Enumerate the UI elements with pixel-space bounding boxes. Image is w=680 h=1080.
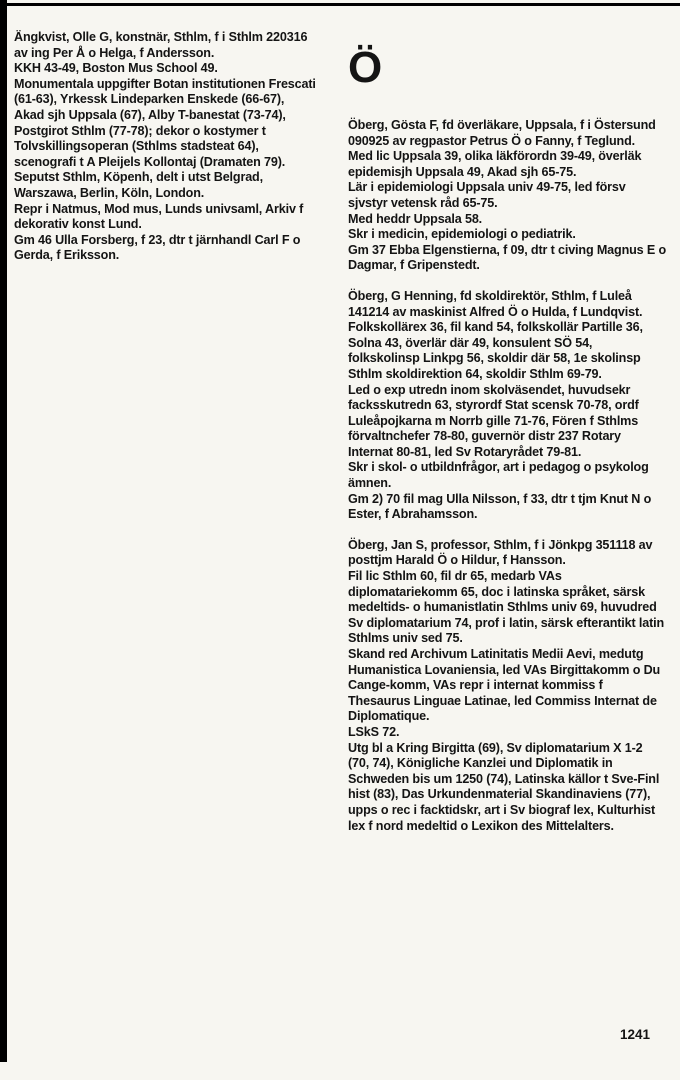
page-number: 1241 — [619, 1027, 650, 1042]
entry-intro-paragraph — [348, 538, 666, 569]
right-column — [348, 30, 666, 849]
entry-intro-rest: S, professor, Sthlm, f i Jönkpg 351118 av posttjm Harald Ö o Hildur, f Hansson. — [348, 537, 653, 568]
entry-paragraph: Monumentala uppgifter Botan institutionen Frescati (61-63), Yrkessk Lindeparken Enskede (66-67), Akad sjh Uppsala (67), Alby T-banestat (73-74), Postgirot Sthlm (77-78); dekor o kostymer t Tolvskillingsoperan (Sthlms stadsteat 64), scenografi t A Pleijels Kollontaj (Dramaten 79). — [14, 76, 316, 169]
entry-intro-rest: G, konstnär, Sthlm, f i Sthlm 220316 av ing Per Å o Helga, f Andersson. — [14, 30, 308, 60]
scan-edge-top — [0, 3, 680, 6]
entry-oberg-g-henning — [348, 289, 666, 523]
entry-intro-rest: F, fd överläkare, Uppsala, f i Östersund 090925 av regpastor Petrus Ö o Fanny, f Teglund. — [348, 118, 656, 148]
entry-intro-rest: , fd skoldirektör, Sthlm, f Luleå 141214 av maskinist Alfred Ö o Hulda, f Lundqvist. — [348, 288, 643, 319]
entry-paragraph: Skand red Archivum Latinitatis Medii Aevi, medutg Humanistica Lovaniensia, led VAs Birgittakomm o Du Cange-komm, VAs repr i internat kommiss f Thesaurus Linguae Latinae, led Commiss Internat de Diplomatique. — [348, 647, 661, 724]
entry-name: Ängkvist, Olle — [14, 30, 96, 44]
entry-paragraph: Gm 2) 70 fil mag Ulla Nilsson, f 33, dtr t tjm Knut N o Ester, f Abrahamsson. — [348, 491, 652, 522]
entry-oberg-jan — [348, 538, 666, 834]
entry-paragraph: Gm 46 Ulla Forsberg, f 23, dtr t järnhandl Carl F o Gerda, f Eriksson. — [14, 232, 301, 263]
entry-paragraph: KKH 43-49, Boston Mus School 49. — [14, 61, 218, 76]
entry-paragraph: Gm 37 Ebba Elgenstierna, f 09, dtr t civing Magnus E o Dagmar, f Gripenstedt. — [348, 242, 667, 273]
entry-name: Öberg, Jan — [348, 537, 413, 552]
entry-paragraph: Skr i medicin, epidemiologi o pediatrik. — [348, 227, 576, 242]
entry-intro-paragraph — [348, 118, 666, 149]
entry-paragraph: Med heddr Uppsala 58. — [348, 211, 483, 226]
entry-angkvist-olle — [14, 30, 316, 264]
entry-paragraph: Folkskollärex 36, fil kand 54, folkskollär Partille 36, Solna 43, överlär där 49, konsulent SÖ 54, folkskolinsp Linkpg 56, skoldir där 58, 1e skolinsp Sthlm skoldirektion 64, skoldir Sthlm 69-79. — [348, 320, 643, 381]
entry-intro-paragraph — [14, 30, 316, 61]
entry-paragraph: Utg bl a Kring Birgitta (69), Sv diplomatarium X 1-2 (70, 74), Königliche Kanzlei und Diplomatik in Schweden bis um 1250 (74), Latinska källor t Sve-Finl hist (83), Das Urkundenmaterial Skandinaviens (77), upps o rec i facktidskr, art i Sv biograf lex, Kulturhist lex f nord medeltid o Lexikon des Mittelalters. — [348, 740, 660, 833]
entry-paragraph: Fil lic Sthlm 60, fil dr 65, medarb VAs diplomatariekomm 65, doc i latinska språket, särsk medeltids- o humanistlatin Sthlms univ 69, huvudred Sv diplomatarium 74, prof i latin, särsk efterantikt latin Sthlms univ sed 75. — [348, 569, 665, 646]
entry-paragraph: Led o exp utredn inom skolväsendet, huvudsekr facksskutredn 63, styrordf Stat scensk 70-78, ordf Luleåpojkarna m Norrb gille 71-76, Fören f Sthlms förvaltnchefer 78-80, guvernör distr 237 Rotary Internat 80-81, led Sv Rotaryrådet 79-81. — [348, 382, 639, 459]
left-column — [14, 30, 316, 849]
entry-paragraph: Lär i epidemiologi Uppsala univ 49-75, led försv sjvstyr vetensk råd 65-75. — [348, 180, 626, 210]
page-content — [14, 30, 666, 849]
entry-paragraph: Skr i skol- o utbildnfrågor, art i pedagog o psykolog ämnen. — [348, 460, 649, 491]
scan-edge-left — [0, 0, 7, 1062]
entry-intro-paragraph — [348, 289, 666, 320]
entry-paragraph: Repr i Natmus, Mod mus, Lunds univsaml, Arkiv f dekorativ konst Lund. — [14, 201, 304, 232]
entry-name: Öberg, G Henning — [348, 288, 454, 303]
entry-name: Öberg, Gösta — [348, 118, 426, 132]
entry-paragraph: LSkS 72. — [348, 724, 400, 739]
entry-oberg-gosta — [348, 118, 666, 274]
entry-paragraph: Med lic Uppsala 39, olika läkförordn 39-49, överläk epidemisjh Uppsala 49, Akad sjh 65-75. — [348, 149, 642, 179]
entry-paragraph: Seputst Sthlm, Köpenh, delt i utst Belgrad, Warszawa, Berlin, Köln, London. — [14, 170, 263, 200]
section-letter-heading: Ö — [348, 43, 383, 92]
